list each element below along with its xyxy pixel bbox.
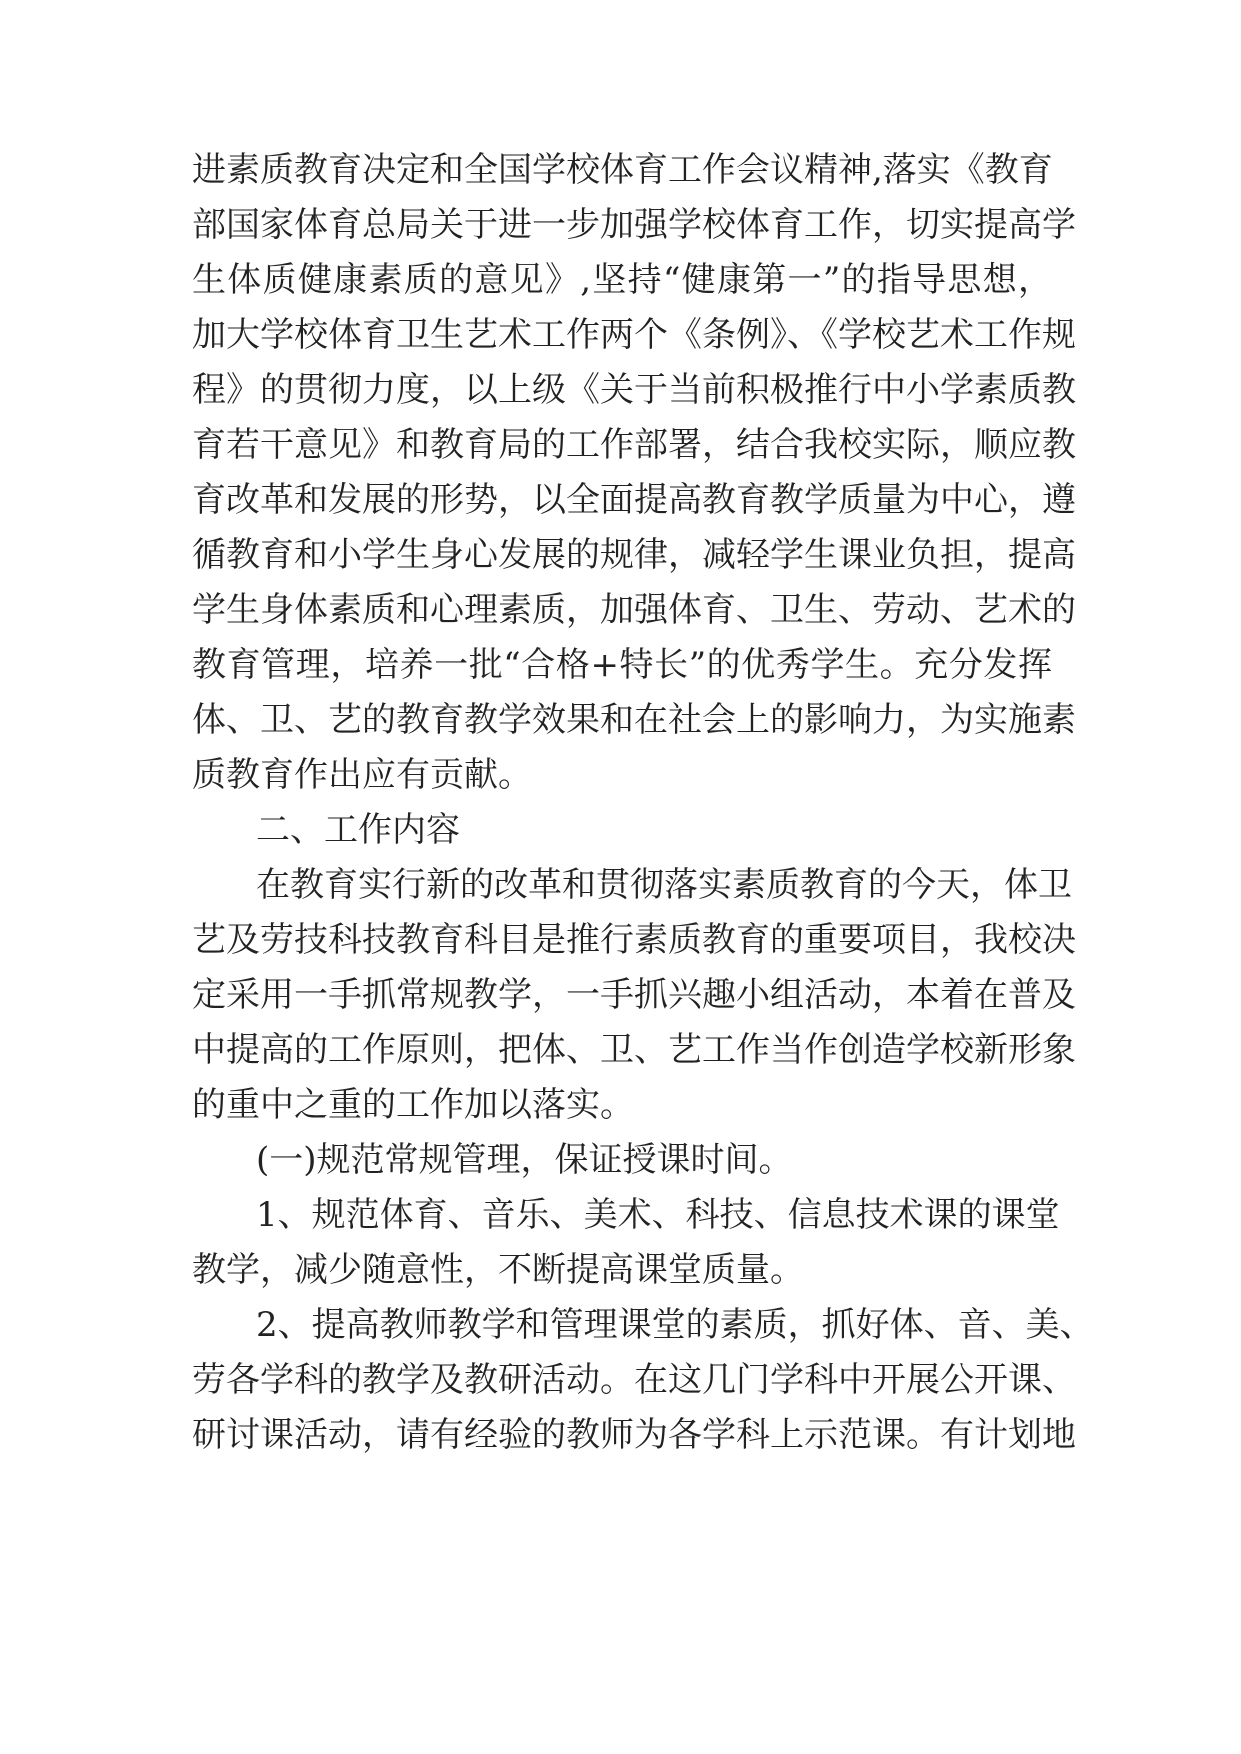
paragraph-line: 加大学校体育卫生艺术工作两个《条例》、《学校艺术工作规 bbox=[192, 315, 1076, 355]
paragraph-line: 育若干意见》和教育局的工作部署，结合我校实际，顺应教 bbox=[192, 425, 1076, 465]
paragraph-line: 程》的贯彻力度，以上级《关于当前积极推行中小学素质教 bbox=[192, 370, 1076, 410]
paragraph-line: 育改革和发展的形势，以全面提高教育教学质量为中心，遵 bbox=[192, 480, 1076, 520]
subsection-heading: (一)规范常规管理，保证授课时间。 bbox=[256, 1140, 793, 1180]
paragraph-line: 劳各学科的教学及教研活动。在这几门学科中开展公开课、 bbox=[192, 1360, 1076, 1400]
paragraph-line: 循教育和小学生身心发展的规律，减轻学生课业负担，提高 bbox=[192, 535, 1076, 575]
paragraph-line: 1、规范体育、音乐、美术、科技、信息技术课的课堂 bbox=[256, 1195, 1060, 1235]
paragraph-line: 的重中之重的工作加以落实。 bbox=[192, 1085, 634, 1125]
paragraph-line: 教育管理，培养一批“合格+特长”的优秀学生。充分发挥 bbox=[192, 645, 1052, 685]
paragraph-line: 在教育实行新的改革和贯彻落实素质教育的今天，体卫 bbox=[256, 865, 1072, 905]
paragraph-line: 定采用一手抓常规教学，一手抓兴趣小组活动，本着在普及 bbox=[192, 975, 1076, 1015]
paragraph-line: 生体质健康素质的意见》,坚持“健康第一”的指导思想， bbox=[192, 260, 1052, 300]
paragraph-line: 研讨课活动，请有经验的教师为各学科上示范课。有计划地 bbox=[192, 1415, 1076, 1455]
paragraph-line: 艺及劳技科技教育科目是推行素质教育的重要项目，我校决 bbox=[192, 920, 1076, 960]
paragraph-line: 2、提高教师教学和管理课堂的素质，抓好体、音、美、 bbox=[256, 1305, 1094, 1345]
paragraph-line: 中提高的工作原则，把体、卫、艺工作当作创造学校新形象 bbox=[192, 1030, 1076, 1070]
paragraph-line: 进素质教育决定和全国学校体育工作会议精神,落实《教育 bbox=[192, 150, 1053, 190]
paragraph-line: 体、卫、艺的教育教学效果和在社会上的影响力，为实施素 bbox=[192, 700, 1076, 740]
paragraph-line: 部国家体育总局关于进一步加强学校体育工作，切实提高学 bbox=[192, 205, 1076, 245]
paragraph-line: 教学，减少随意性，不断提高课堂质量。 bbox=[192, 1250, 804, 1290]
paragraph-line: 质教育作出应有贡献。 bbox=[192, 755, 532, 795]
paragraph-line: 学生身体素质和心理素质，加强体育、卫生、劳动、艺术的 bbox=[192, 590, 1076, 630]
section-heading: 二、工作内容 bbox=[256, 810, 460, 850]
